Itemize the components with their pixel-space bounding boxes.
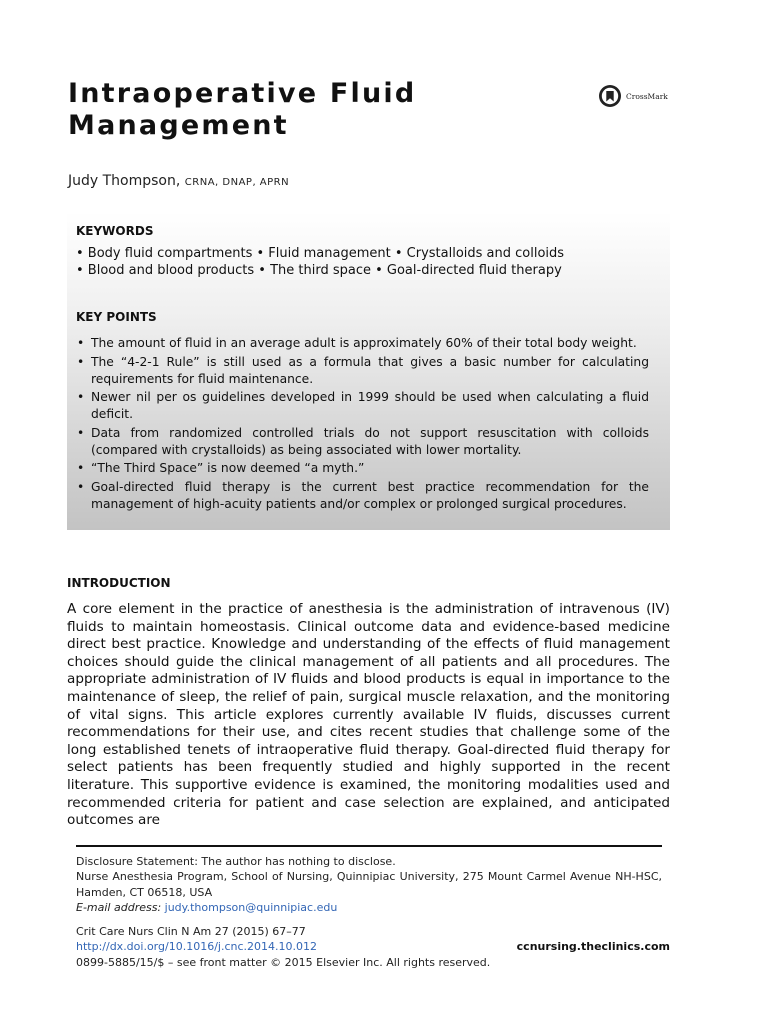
- key-points-list: [76, 335, 649, 515]
- keywords-heading: KEYWORDS: [76, 224, 154, 238]
- keywords-keypoints-box: [67, 212, 670, 530]
- crossmark-label: CrossMark: [626, 91, 668, 101]
- crossmark-icon: [598, 84, 622, 108]
- doi-link[interactable]: http://dx.doi.org/10.1016/j.cnc.2014.10.012: [76, 940, 317, 954]
- copyright-line: 0899-5885/15/$ – see front matter © 2015 Elsevier Inc. All rights reserved.: [76, 955, 491, 969]
- key-point-item: • Data from randomized controlled trials do not support resuscitation with colloids (compared with crystalloids) as being associated with lower mortality.: [76, 425, 649, 459]
- key-point-item: • “The Third Space” is now deemed “a myth.”: [76, 460, 649, 477]
- footnote-divider: [76, 845, 662, 847]
- title-line-2: Management: [68, 110, 289, 141]
- author-credentials: CRNA, DNAP, APRN: [184, 177, 290, 188]
- email-line: [76, 900, 662, 915]
- title-line-1: Intraoperative Fluid: [68, 78, 417, 109]
- introduction-paragraph: A core element in the practice of anesthesia is the administration of intravenous (IV) fluids to maintain homeostasis. Clinical outcome data and evidence-based medicine direct best practice. Knowledge and understanding of the effects of fluid management choices should guide the clinical management of all patients and all procedures. The appropriate administration of IV fluids and blood products is equal in importance to the maintenance of sleep, the relief of pain, surgical muscle relaxation, and the monitoring of vital signs. This article explores currently available IV fluids, discusses current recommendations for their use, and cites recent studies that challenge some of the long established tenets of intraoperative fluid therapy. Goal-directed fluid therapy for select patients has been frequently studied and highly supported in the recent literature. This supportive evidence is examined, the monitoring modalities used and recommended criteria for patient and case selection are explained, and anticipated outcomes are: [67, 601, 670, 829]
- author-line: [68, 173, 289, 189]
- footnotes: [76, 854, 662, 915]
- journal-citation: Crit Care Nurs Clin N Am 27 (2015) 67–77: [76, 925, 306, 938]
- key-points-heading: KEY POINTS: [76, 310, 157, 324]
- journal-website[interactable]: ccnursing.theclinics.com: [516, 940, 670, 954]
- email-label: E-mail address:: [76, 900, 162, 914]
- keywords-line-2: • Blood and blood products • The third space • Goal-directed fluid therapy: [76, 263, 562, 278]
- keywords-line-1: • Body fluid compartments • Fluid management • Crystalloids and colloids: [76, 246, 565, 261]
- key-point-item: • Goal-directed fluid therapy is the current best practice recommendation for the management of high-acuity patients and/or complex or prolonged surgical procedures.: [76, 479, 649, 513]
- email-link[interactable]: judy.thompson@quinnipiac.edu: [164, 900, 338, 914]
- author-affiliation: Nurse Anesthesia Program, School of Nursing, Quinnipiac University, 275 Mount Carmel Avenue NH-HSC, Hamden, CT 06518, USA: [76, 870, 662, 899]
- introduction-heading: INTRODUCTION: [67, 576, 171, 590]
- author-name: Judy Thompson,: [68, 173, 181, 189]
- key-point-item: • Newer nil per os guidelines developed in 1999 should be used when calculating a fluid deficit.: [76, 389, 649, 423]
- key-point-item: • The “4-2-1 Rule” is still used as a formula that gives a basic number for calculating requirements for fluid maintenance.: [76, 354, 649, 388]
- article-title: [68, 78, 528, 142]
- citation-block: [76, 924, 670, 970]
- disclosure-statement: Disclosure Statement: The author has nothing to disclose.: [76, 855, 396, 868]
- crossmark-badge[interactable]: [598, 84, 668, 108]
- key-point-item: • The amount of fluid in an average adult is approximately 60% of their total body weight.: [76, 335, 649, 352]
